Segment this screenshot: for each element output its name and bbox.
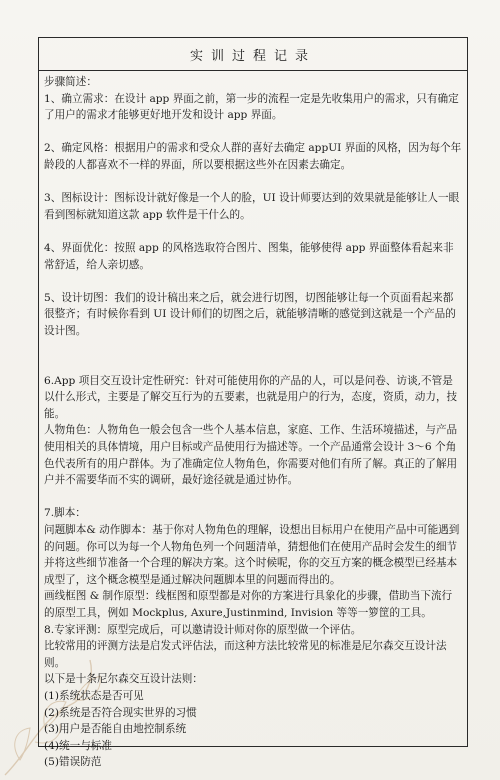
paragraph: 6.App 项目交互设计定性研究：针对可能使用你的产品的人，可以是问卷、访谈,不管是以什么形式，主要是了解交互行为的五要素，也就是用户的行为，态度，资质，动力，技能。 <box>44 374 458 420</box>
list-item: (1)系统状态是否可见 <box>44 689 144 702</box>
page-title: 实训过程记录 <box>39 38 467 71</box>
paragraph: 2、确定风格：根据用户的需求和受众人群的喜好去确定 appUI 界面的风格，因为每个年龄段的人都喜欢不一样的界面，所以要根据这些外在因素去确定。 <box>44 142 462 171</box>
list-item: (5)错误防范 <box>44 756 102 769</box>
paragraph: 5、设计切图：我们的设计稿出来之后，就会进行切图，切图能够让每一个页面看起来都很整齐；有时候你看到 UI 设计师们的切图之后，就能够清晰的感觉到这就是一个产品的设计图。 <box>44 291 456 337</box>
paragraph: 画线框图 & 制作原型：线框图和原型都是对你的方案进行具象化的步骤，借助当下流行的原型工具，例如 Mockplus, Axure,Justinmind, Invision 等等一箩筐的工具。 <box>44 590 453 619</box>
paragraph: 以下是十条尼尔森交互设计法则： <box>44 673 203 686</box>
paragraph: 4、界面优化：按照 app 的风格选取符合图片、图集，能够使得 app 界面整体看起来非常舒适，给人亲切感。 <box>44 241 454 271</box>
paragraph: 7.脚本： <box>44 507 86 520</box>
list-item: (3)用户是否能自由地控制系统 <box>44 723 187 736</box>
paragraph: 问题脚本& 动作脚本：基于你对人物角色的理解，设想出目标用户在使用产品中可能遇到的问题。你可以为每一个人物角色列一个问题清单，猜想他们在使用产品时会发生的细节并将这些细节准备一个合理的解决方案。这个时候呢，你的交互方案的概念模型已经基本成型了，这个概念模型是通过解决问题脚本里的问题而得出的。 <box>44 524 460 586</box>
list-item: (2)系统是否符合现实世界的习惯 <box>44 706 197 719</box>
paragraph: 3、图标设计：图标设计就好像是一个人的脸，UI 设计师要达到的效果就是能够让人一眼看到图标就知道这款 app 软件是干什么的。 <box>44 192 460 221</box>
record-content <box>39 71 467 771</box>
list-item: (4)统一与标准 <box>44 739 112 752</box>
paragraph: 比较常用的评测方法是启发式评估法，而这种方法比较常见的标准是尼尔森交互设计法则。 <box>44 640 447 669</box>
paragraph: 8.专家评测：原型完成后，可以邀请设计师对你的原型做一个评估。 <box>44 623 362 636</box>
paragraph: 1、确立需求：在设计 app 界面之前，第一步的流程一定是先收集用户的需求，只有确定了用户的需求才能够更好地开发和设计 app 界面。 <box>44 92 459 122</box>
paragraph: 步骤简述： <box>44 76 97 88</box>
paragraph: 人物角色：人物角色一般会包含一些个人基本信息，家庭、工作、生活环境描述，与产品使用相关的具体情境，用户目标或产品使用行为描述等。一个产品通常会设计 3～6 个角色代表所有的用户群体。为了准确定位人物角色，你需要对他们有所了解。真正的了解用户并不需要华而不实的调研，最好途径就是通过协作。 <box>44 424 458 487</box>
record-sheet <box>38 37 468 769</box>
